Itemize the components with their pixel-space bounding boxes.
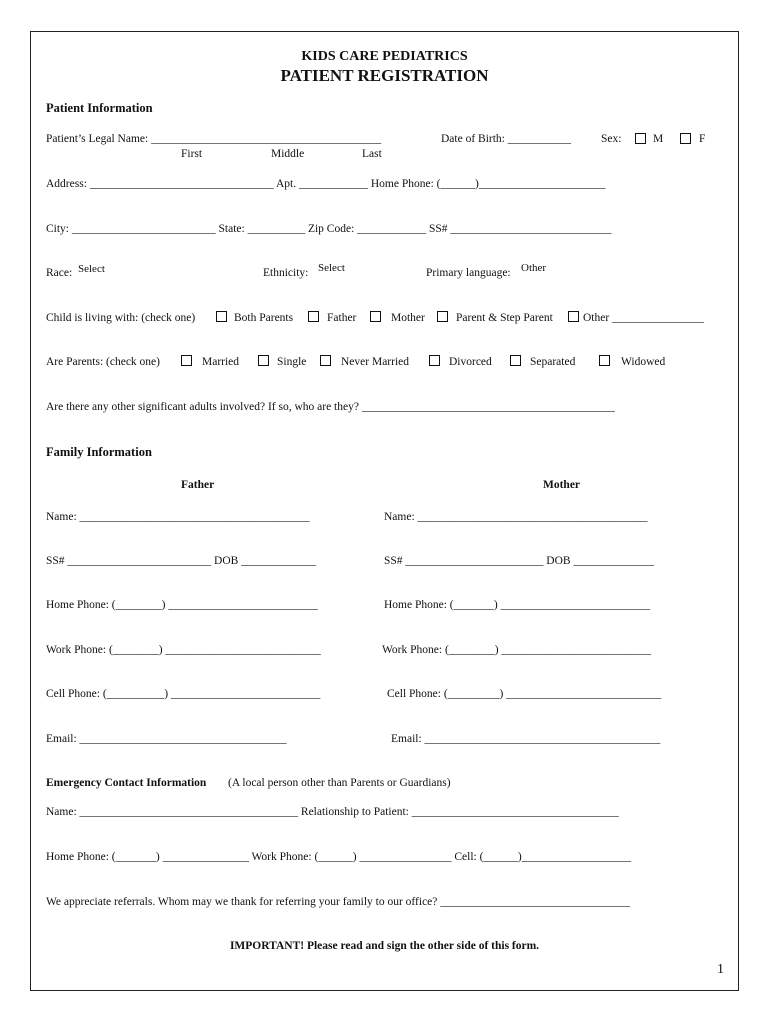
divorced-label: Divorced xyxy=(449,356,492,368)
never-married-label: Never Married xyxy=(341,356,410,368)
father-cell-phone-field[interactable]: Cell Phone: (__________) __________________________ xyxy=(46,688,321,700)
sex-f-checkbox[interactable] xyxy=(680,133,691,144)
father-name-field[interactable]: Name: ________________________________________ xyxy=(46,511,310,523)
mother-cell-phone-field[interactable]: Cell Phone: (_________) ___________________________ xyxy=(387,688,662,700)
page-number: 1 xyxy=(717,962,724,977)
father-home-phone-field[interactable]: Home Phone: (________) __________________________ xyxy=(46,599,318,611)
emergency-note: (A local person other than Parents or Guardians) xyxy=(228,777,451,789)
father-label: Father xyxy=(327,312,357,324)
race-select[interactable]: Select xyxy=(78,263,105,275)
mother-checkbox[interactable] xyxy=(370,311,381,322)
ethnicity-label: Ethnicity: xyxy=(263,267,309,279)
language-select[interactable]: Other xyxy=(521,262,547,274)
both-parents-label: Both Parents xyxy=(234,312,294,324)
referral-line[interactable]: We appreciate referrals. Whom may we thank for referring your family to our office? _________________________________ xyxy=(46,896,631,908)
step-parent-checkbox[interactable] xyxy=(437,311,448,322)
emergency-phones-line[interactable]: Home Phone: (_______) _______________ Work Phone: (______) ________________ Cell: (______)___________________ xyxy=(46,851,632,863)
separated-label: Separated xyxy=(530,356,576,368)
important-notice: IMPORTANT! Please read and sign the other side of this form. xyxy=(229,940,540,952)
address-line[interactable]: Address: ________________________________ Apt. ____________ Home Phone: (______)______________________ xyxy=(46,178,606,190)
mother-email-field[interactable]: Email: _________________________________________ xyxy=(391,733,661,745)
sex-m-checkbox[interactable] xyxy=(635,133,646,144)
sex-f-label: F xyxy=(699,133,706,145)
sex-m-label: M xyxy=(653,133,664,145)
first-caption: First xyxy=(181,148,203,160)
other-living-field[interactable]: Other ________________ xyxy=(583,312,705,324)
other-living-checkbox[interactable] xyxy=(568,311,579,322)
widowed-checkbox[interactable] xyxy=(599,355,610,366)
mother-heading: Mother xyxy=(543,479,581,491)
mother-home-phone-field[interactable]: Home Phone: (_______) __________________________ xyxy=(384,599,651,611)
father-email-field[interactable]: Email: ____________________________________ xyxy=(46,733,287,745)
living-label: Child is living with: (check one) xyxy=(46,312,196,324)
separated-checkbox[interactable] xyxy=(510,355,521,366)
single-checkbox[interactable] xyxy=(258,355,269,366)
step-parent-label: Parent & Step Parent xyxy=(456,312,553,324)
emergency-heading: Emergency Contact Information xyxy=(46,777,207,789)
never-married-checkbox[interactable] xyxy=(320,355,331,366)
ethnicity-select[interactable]: Select xyxy=(318,262,345,274)
divorced-checkbox[interactable] xyxy=(429,355,440,366)
parents-status-label: Are Parents: (check one) xyxy=(46,356,160,368)
father-checkbox[interactable] xyxy=(308,311,319,322)
father-heading: Father xyxy=(181,479,215,491)
mother-label: Mother xyxy=(391,312,425,324)
emergency-name-line[interactable]: Name: ______________________________________ Relationship to Patient: ____________________________________ xyxy=(46,806,619,818)
patient-info-heading: Patient Information xyxy=(46,101,153,115)
family-info-heading: Family Information xyxy=(46,445,152,459)
middle-caption: Middle xyxy=(271,148,305,160)
last-caption: Last xyxy=(362,148,382,160)
race-label: Race: xyxy=(46,267,73,279)
city-line[interactable]: City: _________________________ State: __________ Zip Code: ____________ SS# ____________________________ xyxy=(46,223,612,235)
sex-label: Sex: xyxy=(601,133,622,145)
married-checkbox[interactable] xyxy=(181,355,192,366)
father-ss-dob-field[interactable]: SS# _________________________ DOB _____________ xyxy=(46,555,316,567)
dob-field[interactable]: Date of Birth: ___________ xyxy=(441,133,571,145)
father-work-phone-field[interactable]: Work Phone: (________) ___________________________ xyxy=(46,644,321,656)
language-label: Primary language: xyxy=(426,267,511,279)
other-adults-line[interactable]: Are there any other significant adults involved? If so, who are they? ____________________________________________ xyxy=(46,401,615,413)
mother-work-phone-field[interactable]: Work Phone: (________) __________________________ xyxy=(382,644,651,656)
form-page xyxy=(30,31,739,991)
single-label: Single xyxy=(277,356,307,368)
married-label: Married xyxy=(202,356,240,368)
mother-ss-dob-field[interactable]: SS# ________________________ DOB ______________ xyxy=(384,555,654,567)
both-parents-checkbox[interactable] xyxy=(216,311,227,322)
legal-name-field[interactable]: Patient’s Legal Name: ________________________________________ xyxy=(46,133,382,145)
form-title: PATIENT REGISTRATION xyxy=(280,66,489,85)
mother-name-field[interactable]: Name: ________________________________________ xyxy=(384,511,648,523)
practice-name: KIDS CARE PEDIATRICS xyxy=(301,49,468,64)
widowed-label: Widowed xyxy=(621,356,666,368)
